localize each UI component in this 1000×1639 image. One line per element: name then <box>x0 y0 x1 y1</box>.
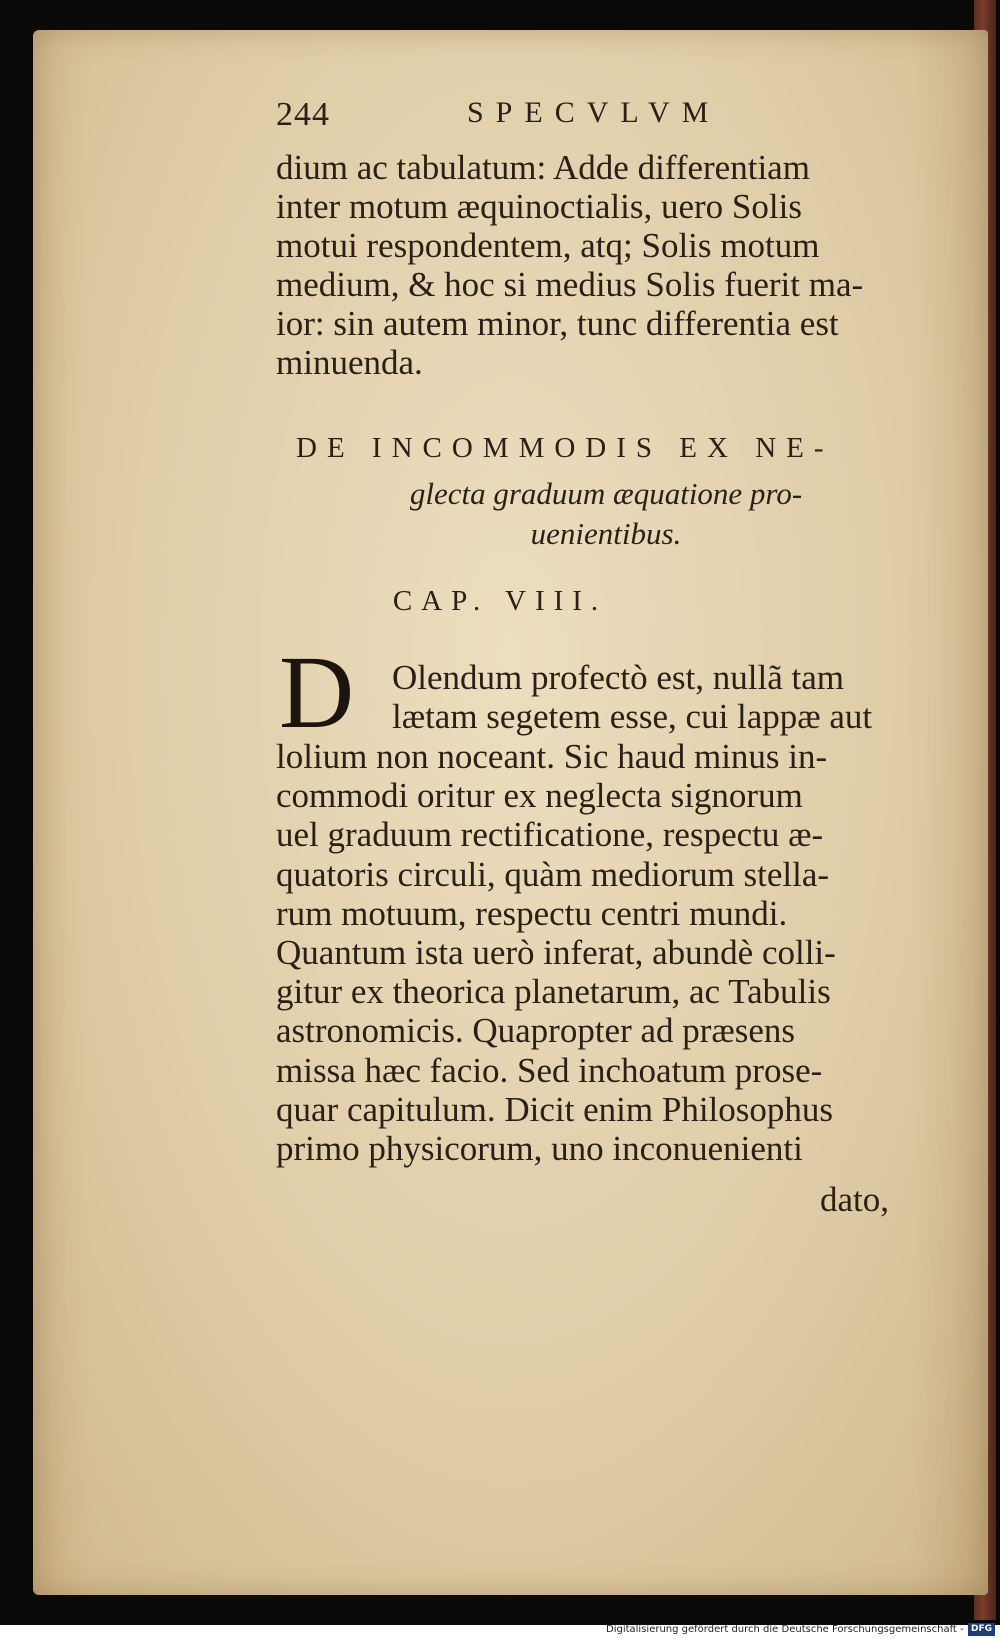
paragraph-1 <box>276 148 920 382</box>
text-line: commodi oritur ex neglecta signorum <box>276 776 803 816</box>
catchword: dato, <box>820 1180 890 1219</box>
digitization-credit: Digitalisierung gefördert durch die Deutsche Forschungsgemeinschaft - <box>606 1624 964 1635</box>
chapter-heading: CAP. VIII. <box>392 585 608 617</box>
page-number: 244 <box>276 96 330 133</box>
text-line: ior: sin autem minor, tunc differentia est <box>276 304 839 343</box>
text-line: inter motum æquinoctialis, uero Solis <box>276 187 802 226</box>
heading-line: glecta graduum æquatione pro- <box>409 476 803 511</box>
text-line: lolium non noceant. Sic haud minus in- <box>276 737 828 776</box>
text-line: dium ac tabulatum: Adde differentiam <box>276 148 810 187</box>
running-title: SPECVLVM <box>467 96 721 129</box>
text-line: gitur ex theorica planetarum, ac Tabulis <box>276 972 831 1012</box>
text-line: quatoris circuli, quàm mediorum stella- <box>276 854 830 894</box>
paragraph-2-opening <box>392 658 922 736</box>
section-heading-caps: DE INCOMMODIS EX NE- <box>296 432 834 464</box>
heading-line: uenientibus. <box>530 516 682 551</box>
text-line: minuenda. <box>276 343 423 382</box>
text-line: lætam segetem esse, cui lappæ aut <box>392 697 873 736</box>
text-line: quar capitulum. Dicit enim Philosophus <box>276 1089 834 1129</box>
dfg-logo[interactable]: DFG <box>968 1623 995 1636</box>
text-line: Olendum profectò est, nullã tam <box>392 658 844 697</box>
text-line: Quantum ista uerò inferat, abundè colli- <box>276 933 836 973</box>
paragraph-2 <box>276 737 926 1168</box>
text-line: motui respondentem, atq; Solis motum <box>276 226 820 265</box>
text-line: missa hæc facio. Sed inchoatum prose- <box>276 1050 823 1090</box>
section-heading-italic <box>296 474 916 554</box>
drop-cap-initial: D <box>279 635 355 750</box>
text-line: rum motuum, respectu centri mundi. <box>276 893 788 933</box>
page-header <box>0 96 1000 140</box>
text-line: uel graduum rectificatione, respectu æ- <box>276 815 824 855</box>
text-line: medium, & hoc si medius Solis fuerit ma- <box>276 265 864 304</box>
text-line: astronomicis. Quapropter ad præsens <box>276 1011 796 1051</box>
text-line: primo physicorum, uno inconuenienti <box>276 1129 803 1169</box>
